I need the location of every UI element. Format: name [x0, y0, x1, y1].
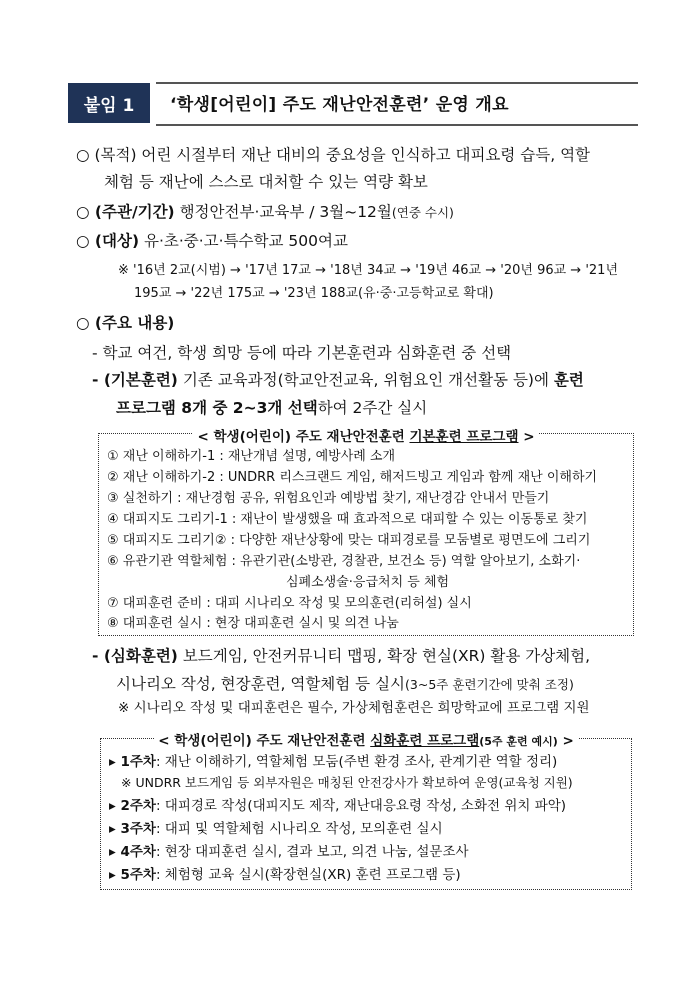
- host-label: ○ (주관/기간): [76, 203, 175, 221]
- document-title: ‘학생[어린이] 주도 재난안전훈련’ 운영 개요: [170, 95, 509, 115]
- target-note-1: ※ '16년 2교(시범) → '17년 17교 → '18년 34교 → '19년 46교 → '20년 96교 → '21년: [118, 263, 619, 278]
- basic-item-8: ⑧ 대피훈련 실시 : 현장 대피훈련 실시 및 의견 나눔: [107, 616, 399, 631]
- basic-text-1: 기존 교육과정(학교안전교육, 위험요인 개선활동 등)에: [177, 371, 554, 389]
- contents-label: ○ (주요 내용): [76, 314, 175, 332]
- basic-bold-1: 훈련: [553, 371, 584, 389]
- week-text-3: : 대피 및 역할체험 시나리오 작성, 모의훈련 실시: [155, 821, 443, 837]
- week-text-1: : 재난 이해하기, 역할체험 모둠(주변 환경 조사, 관계기관 역할 정리): [155, 754, 558, 770]
- advanced-program-box: [100, 733, 632, 890]
- week-row-4: [109, 841, 469, 863]
- week-text-2: : 대피경로 작성(대피지도 제작, 재난대응요령 작성, 소화전 위치 파악): [155, 798, 567, 814]
- host-text: 행정안전부·교육부 / 3월~12월: [174, 203, 392, 221]
- purpose-line-1: [76, 142, 590, 169]
- week-label-3: ▸ 3주차: [109, 821, 156, 837]
- attachment-badge: 붙임 1: [68, 83, 150, 123]
- basic-text-2: 하여 2주간 실시: [317, 399, 428, 417]
- document-header: [68, 82, 638, 128]
- title-rule-top: [156, 82, 638, 84]
- advanced-box-title: [101, 729, 631, 749]
- basic-box-title-post: >: [518, 429, 535, 445]
- week-label-1: ▸ 1주차: [109, 754, 156, 770]
- advanced-training-line-2: [116, 671, 574, 698]
- contents-dash-1: - 학교 여건, 학생 희망 등에 따라 기본훈련과 심화훈련 중 선택: [92, 344, 512, 362]
- basic-item-2: ② 재난 이해하기-2 : UNDRR 리스크랜드 게임, 해저드빙고 게임과 함께 재난 이해하기: [107, 470, 598, 485]
- basic-program-box: [98, 429, 634, 636]
- week-row-1: [109, 751, 557, 773]
- week-row-2: [109, 795, 566, 817]
- title-rule-bottom: [156, 124, 638, 126]
- week-row-3: [109, 818, 443, 840]
- basic-item-7: ⑦ 대피훈련 준비 : 대피 시나리오 작성 및 모의훈련(리허설) 실시: [107, 596, 472, 611]
- week-label-4: ▸ 4주차: [109, 844, 156, 860]
- advanced-text-1: 보드게임, 안전커뮤니티 맵핑, 확장 현실(XR) 활용 가상체험,: [177, 647, 591, 665]
- basic-box-title-pre: < 학생(어린이) 주도 재난안전훈련: [197, 429, 410, 445]
- basic-label: - (기본훈련): [92, 371, 178, 389]
- advanced-label: - (심화훈련): [92, 647, 178, 665]
- basic-bold-2: 프로그램 8개 중 2~3개 선택: [116, 399, 318, 417]
- advanced-box-title-pre: < 학생(어린이) 주도 재난안전훈련: [158, 733, 371, 749]
- target-note-2: 195교 → '22년 175교 → '23년 188교(유·중·고등학교로 확대): [134, 286, 494, 301]
- week-text-4: : 현장 대피훈련 실시, 결과 보고, 의견 나눔, 설문조사: [155, 844, 469, 860]
- purpose-line-2: [104, 169, 428, 196]
- advanced-box-title-small: (5주 훈련 예시): [479, 735, 558, 748]
- advanced-training-line-1: [92, 643, 590, 670]
- basic-training-line-2: [116, 395, 427, 422]
- week-note-text: ※ UNDRR 보드게임 등 외부자원은 매칭된 안전강사가 확보하여 운영(교육청 지원): [121, 775, 573, 790]
- advanced-note: ※ 시나리오 작성 및 대피훈련은 필수, 가상체험훈련은 희망학교에 프로그램 지원: [118, 700, 590, 716]
- basic-box-title: [99, 425, 633, 445]
- week-label-2: ▸ 2주차: [109, 798, 156, 814]
- purpose-text-2: 체험 등 재난에 스스로 대처할 수 있는 역량 확보: [104, 173, 428, 191]
- week-text-5: : 체험형 교육 실시(확장현실(XR) 훈련 프로그램 등): [155, 867, 461, 883]
- target-text: 유·초·중·고·특수학교 500여교: [139, 232, 348, 250]
- week-row-5: [109, 864, 461, 886]
- basic-item-5: ⑤ 대피지도 그리기② : 다양한 재난상황에 맞는 대피경로를 모둠별로 평면도에 그리기: [107, 533, 591, 548]
- advanced-box-title-underlined: 심화훈련 프로그램: [370, 733, 480, 749]
- week-row-1-note: [121, 772, 573, 794]
- basic-item-1: ① 재난 이해하기-1 : 재난개념 설명, 예방사례 소개: [107, 449, 396, 464]
- basic-item-4: ④ 대피지도 그리기-1 : 재난이 발생했을 때 효과적으로 대피할 수 있는 이동통로 찾기: [107, 512, 588, 527]
- basic-item-3: ③ 실천하기 : 재난경험 공유, 위험요인과 예방법 찾기, 재난경감 안내서 만들기: [107, 491, 550, 506]
- basic-item-6-cont: 심폐소생술·응급처치 등 체험: [286, 575, 450, 590]
- host-line: [76, 199, 454, 226]
- advanced-small-text: (3~5주 훈련기간에 맞춰 조정): [405, 677, 574, 692]
- advanced-box-title-post: >: [557, 733, 574, 749]
- target-label: ○ (대상): [76, 232, 140, 250]
- purpose-text-1: ○ (목적) 어린 시절부터 재난 대비의 중요성을 인식하고 대피요령 습득, 역할: [76, 146, 591, 164]
- basic-training-line-1: [92, 367, 584, 394]
- advanced-text-2: 시나리오 작성, 현장훈련, 역할체험 등 실시: [116, 675, 406, 693]
- basic-item-6: ⑥ 유관기관 역할체험 : 유관기관(소방관, 경찰관, 보건소 등) 역할 알아보기, 소화기·: [107, 554, 581, 569]
- basic-box-title-underlined: 기본훈련 프로그램: [409, 429, 519, 445]
- target-line: [76, 228, 348, 255]
- host-small-text: (연중 수시): [391, 205, 454, 220]
- week-label-5: ▸ 5주차: [109, 867, 156, 883]
